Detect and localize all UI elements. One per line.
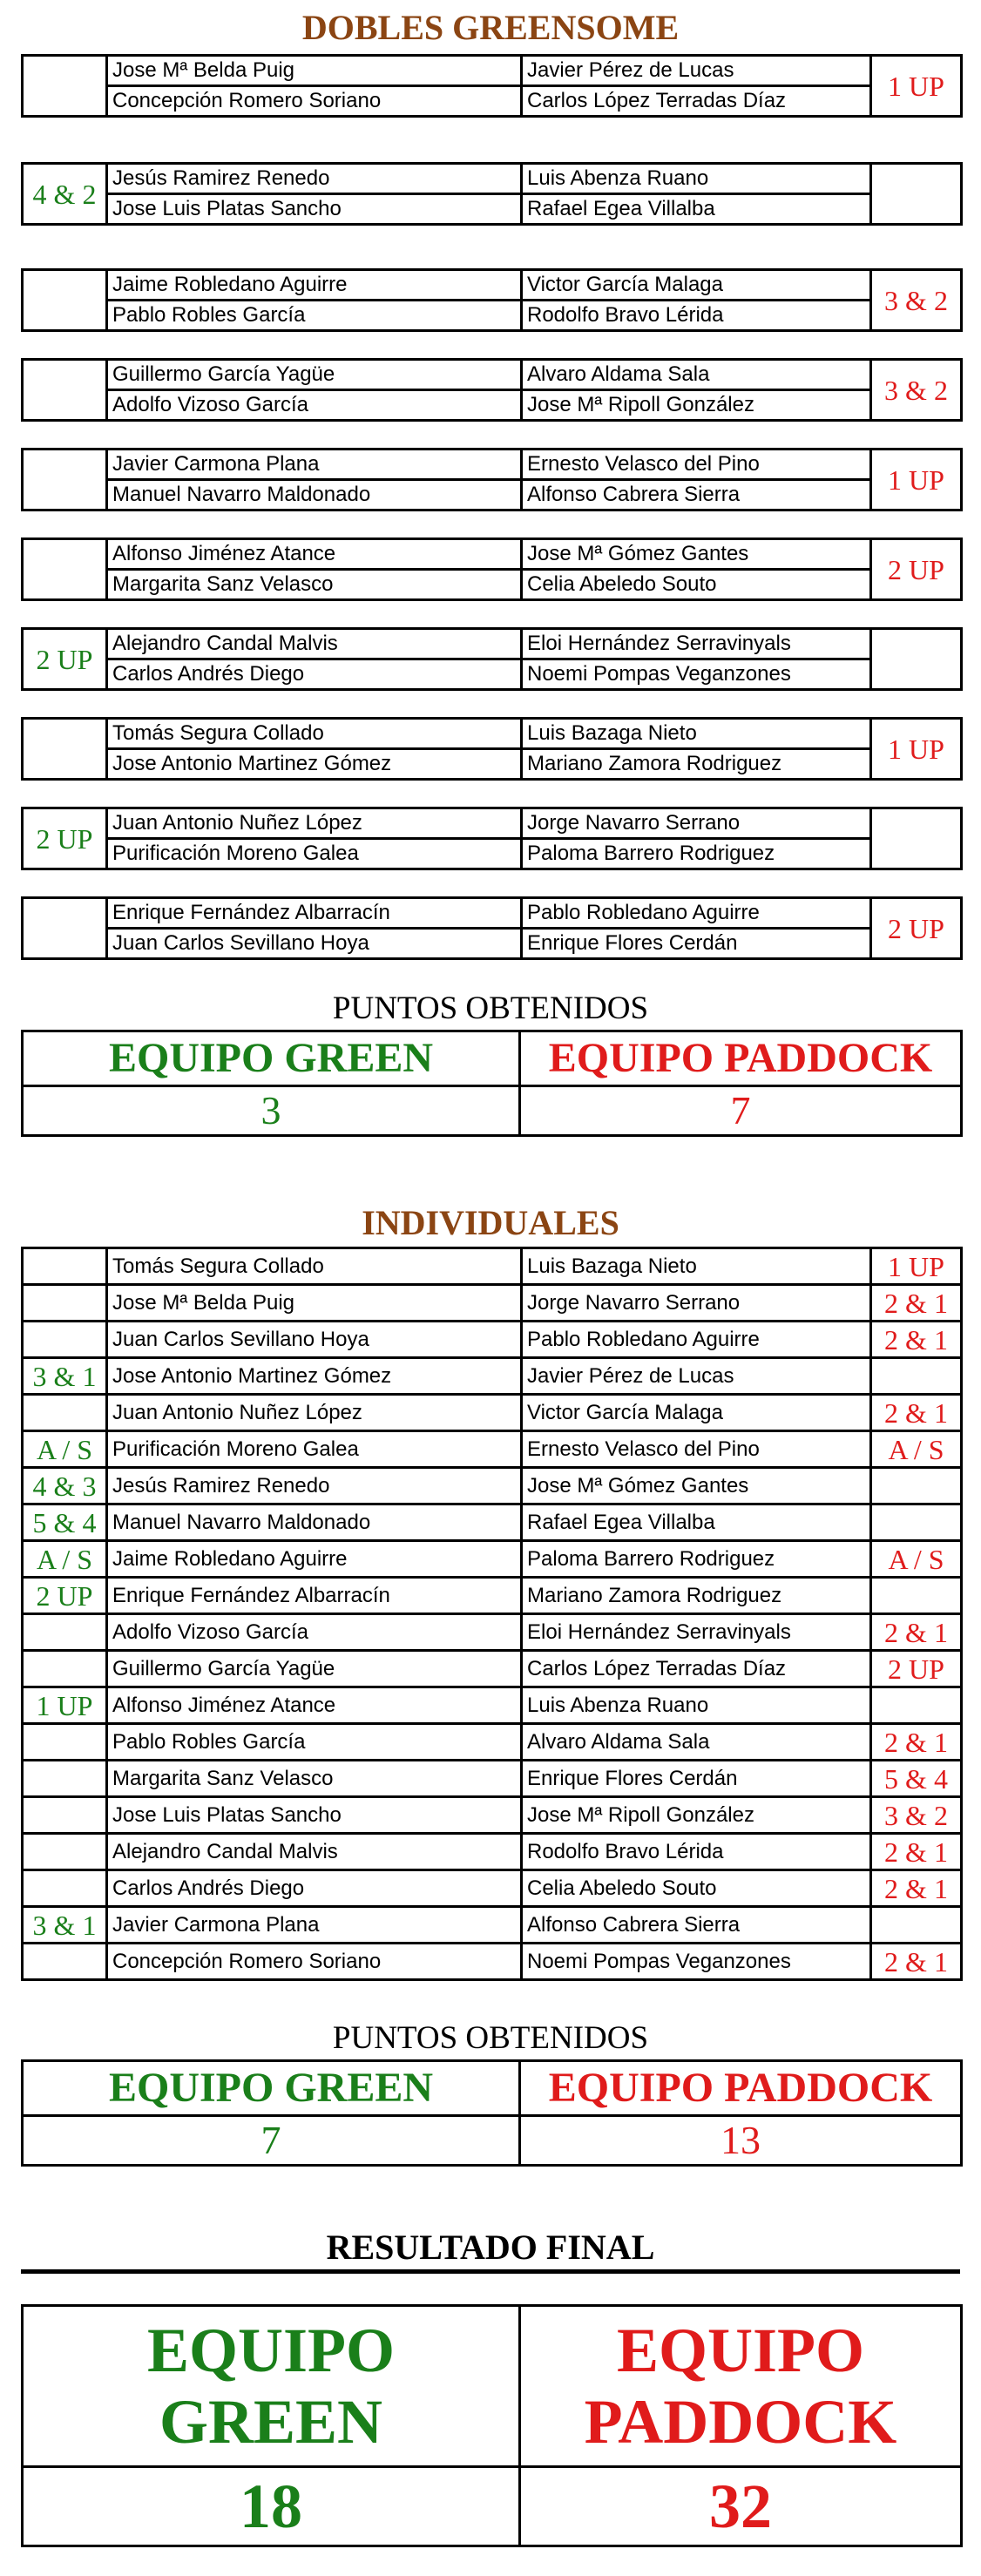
dobles-paddock-result: 1 UP xyxy=(871,56,962,117)
individual-paddock-result: 2 UP xyxy=(871,1651,962,1687)
dobles-paddock-player: Paloma Barrero Rodriguez xyxy=(522,839,871,869)
dobles-match xyxy=(21,358,963,422)
individual-paddock-player: Javier Pérez de Lucas xyxy=(522,1358,871,1395)
individual-paddock-player: Luis Bazaga Nieto xyxy=(522,1248,871,1285)
individual-match-row xyxy=(23,1651,962,1687)
dobles-paddock-player: Pablo Robledano Aguirre xyxy=(522,898,871,929)
dobles-green-player: Concepción Romero Soriano xyxy=(107,86,522,117)
individual-green-result xyxy=(23,1248,107,1285)
individual-paddock-result: 2 & 1 xyxy=(871,1834,962,1870)
dobles-green-player: Javier Carmona Plana xyxy=(107,450,522,480)
dobles-paddock-player: Alvaro Aldama Sala xyxy=(522,360,871,390)
individual-paddock-result: 2 & 1 xyxy=(871,1285,962,1322)
final-title: RESULTADO FINAL xyxy=(326,2228,655,2267)
individual-green-player: Enrique Fernández Albarracín xyxy=(107,1578,522,1614)
individual-match-row xyxy=(23,1907,962,1944)
individuales-green-points: 7 xyxy=(23,2116,520,2166)
individual-green-player: Alejandro Candal Malvis xyxy=(107,1834,522,1870)
individual-green-result: 3 & 1 xyxy=(23,1358,107,1395)
dobles-match xyxy=(21,162,963,226)
dobles-green-player: Alfonso Jiménez Atance xyxy=(107,539,522,570)
individual-paddock-player: Rodolfo Bravo Lérida xyxy=(522,1834,871,1870)
individual-paddock-player: Alvaro Aldama Sala xyxy=(522,1724,871,1761)
individual-green-player: Pablo Robles García xyxy=(107,1724,522,1761)
dobles-green-player: Juan Carlos Sevillano Hoya xyxy=(107,929,522,959)
individuales-green-label: EQUIPO GREEN xyxy=(23,2061,520,2116)
individuales-points-table xyxy=(21,2059,963,2167)
dobles-points-table xyxy=(21,1030,963,1137)
dobles-green-player: Pablo Robles García xyxy=(107,301,522,331)
individual-match-row xyxy=(23,1395,962,1431)
individual-green-result: 1 UP xyxy=(23,1687,107,1724)
individuales-title: INDIVIDUALES xyxy=(362,1203,619,1242)
individual-paddock-player: Carlos López Terradas Díaz xyxy=(522,1651,871,1687)
dobles-match xyxy=(21,268,963,332)
dobles-green-player: Jose Antonio Martinez Gómez xyxy=(107,749,522,780)
individual-green-result xyxy=(23,1651,107,1687)
individual-green-player: Purificación Moreno Galea xyxy=(107,1431,522,1468)
dobles-paddock-result xyxy=(871,629,962,690)
dobles-green-player: Margarita Sanz Velasco xyxy=(107,570,522,600)
individual-match-row xyxy=(23,1724,962,1761)
individual-green-result: A / S xyxy=(23,1431,107,1468)
dobles-paddock-player: Rafael Egea Villalba xyxy=(522,194,871,225)
individual-green-result xyxy=(23,1322,107,1358)
dobles-paddock-player: Ernesto Velasco del Pino xyxy=(522,450,871,480)
individual-match-row xyxy=(23,1761,962,1797)
dobles-match xyxy=(21,54,963,118)
individual-match-row xyxy=(23,1578,962,1614)
individual-paddock-player: Paloma Barrero Rodriguez xyxy=(522,1541,871,1578)
individual-paddock-player: Celia Abeledo Souto xyxy=(522,1870,871,1907)
dobles-paddock-player: Carlos López Terradas Díaz xyxy=(522,86,871,117)
dobles-paddock-player: Jorge Navarro Serrano xyxy=(522,808,871,839)
individual-green-result xyxy=(23,1834,107,1870)
dobles-paddock-result: 1 UP xyxy=(871,719,962,780)
dobles-match xyxy=(21,538,963,601)
dobles-paddock-result xyxy=(871,808,962,869)
individual-green-player: Jose Luis Platas Sancho xyxy=(107,1797,522,1834)
dobles-paddock-result xyxy=(871,164,962,225)
individual-green-result xyxy=(23,1614,107,1651)
dobles-green-result: 2 UP xyxy=(23,629,107,690)
dobles-paddock-player: Jose Mª Ripoll González xyxy=(522,390,871,421)
dobles-paddock-player: Noemi Pompas Veganzones xyxy=(522,659,871,690)
individual-paddock-player: Mariano Zamora Rodriguez xyxy=(522,1578,871,1614)
individual-match-row xyxy=(23,1797,962,1834)
dobles-paddock-label: EQUIPO PADDOCK xyxy=(520,1031,962,1086)
dobles-match xyxy=(21,896,963,960)
individuales-paddock-label: EQUIPO PADDOCK xyxy=(520,2061,962,2116)
dobles-green-player: Adolfo Vizoso García xyxy=(107,390,522,421)
dobles-green-player: Jesús Ramirez Renedo xyxy=(107,164,522,194)
individual-green-result xyxy=(23,1395,107,1431)
final-green-line2: GREEN xyxy=(159,2387,383,2457)
dobles-green-result xyxy=(23,450,107,510)
dobles-match xyxy=(21,448,963,511)
dobles-paddock-player: Victor García Malaga xyxy=(522,270,871,301)
final-paddock-team xyxy=(520,2306,962,2467)
individual-green-result xyxy=(23,1797,107,1834)
dobles-title: DOBLES GREENSOME xyxy=(301,8,680,47)
individual-green-result: 4 & 3 xyxy=(23,1468,107,1504)
dobles-paddock-player: Mariano Zamora Rodriguez xyxy=(522,749,871,780)
individual-green-result xyxy=(23,1870,107,1907)
individual-paddock-player: Noemi Pompas Veganzones xyxy=(522,1944,871,1980)
dobles-green-result xyxy=(23,56,107,117)
dobles-green-player: Purificación Moreno Galea xyxy=(107,839,522,869)
final-paddock-points: 32 xyxy=(520,2467,962,2546)
individuales-points-title: PUNTOS OBTENIDOS xyxy=(332,2020,649,2056)
dobles-points-title: PUNTOS OBTENIDOS xyxy=(332,991,649,1026)
dobles-green-result xyxy=(23,360,107,421)
individual-paddock-result xyxy=(871,1358,962,1395)
individual-green-player: Margarita Sanz Velasco xyxy=(107,1761,522,1797)
dobles-green-result xyxy=(23,270,107,331)
individual-green-player: Guillermo García Yagüe xyxy=(107,1651,522,1687)
individual-green-player: Alfonso Jiménez Atance xyxy=(107,1687,522,1724)
dobles-paddock-player: Jose Mª Gómez Gantes xyxy=(522,539,871,570)
dobles-paddock-result: 3 & 2 xyxy=(871,270,962,331)
dobles-green-result: 2 UP xyxy=(23,808,107,869)
individual-match-row xyxy=(23,1431,962,1468)
dobles-paddock-player: Rodolfo Bravo Lérida xyxy=(522,301,871,331)
individual-paddock-result xyxy=(871,1578,962,1614)
dobles-paddock-player: Luis Abenza Ruano xyxy=(522,164,871,194)
individual-green-player: Adolfo Vizoso García xyxy=(107,1614,522,1651)
individual-paddock-result: 2 & 1 xyxy=(871,1944,962,1980)
dobles-paddock-result: 2 UP xyxy=(871,898,962,959)
dobles-green-player: Enrique Fernández Albarracín xyxy=(107,898,522,929)
final-green-points: 18 xyxy=(23,2467,520,2546)
dobles-green-player: Manuel Navarro Maldonado xyxy=(107,480,522,510)
individual-paddock-player: Victor García Malaga xyxy=(522,1395,871,1431)
dobles-paddock-player: Luis Bazaga Nieto xyxy=(522,719,871,749)
individual-paddock-result xyxy=(871,1504,962,1541)
individual-paddock-result xyxy=(871,1907,962,1944)
dobles-green-player: Juan Antonio Nuñez López xyxy=(107,808,522,839)
individuales-table xyxy=(21,1247,963,1981)
individual-paddock-result: 3 & 2 xyxy=(871,1797,962,1834)
individual-green-player: Tomás Segura Collado xyxy=(107,1248,522,1285)
individual-green-result: 3 & 1 xyxy=(23,1907,107,1944)
individual-paddock-result: 2 & 1 xyxy=(871,1395,962,1431)
dobles-paddock-result: 2 UP xyxy=(871,539,962,600)
individual-paddock-result: 2 & 1 xyxy=(871,1322,962,1358)
dobles-match xyxy=(21,807,963,870)
dobles-green-player: Tomás Segura Collado xyxy=(107,719,522,749)
dobles-green-player: Jose Mª Belda Puig xyxy=(107,56,522,86)
dobles-green-result xyxy=(23,898,107,959)
individual-match-row xyxy=(23,1504,962,1541)
individual-paddock-player: Jose Mª Ripoll González xyxy=(522,1797,871,1834)
dobles-match xyxy=(21,627,963,691)
individual-green-player: Carlos Andrés Diego xyxy=(107,1870,522,1907)
individual-green-player: Manuel Navarro Maldonado xyxy=(107,1504,522,1541)
dobles-paddock-result: 1 UP xyxy=(871,450,962,510)
dobles-paddock-points: 7 xyxy=(520,1086,962,1136)
final-green-team xyxy=(23,2306,520,2467)
individual-match-row xyxy=(23,1944,962,1980)
dobles-paddock-player: Alfonso Cabrera Sierra xyxy=(522,480,871,510)
dobles-green-player: Jaime Robledano Aguirre xyxy=(107,270,522,301)
final-paddock-line2: PADDOCK xyxy=(584,2387,897,2457)
individual-paddock-result: 2 & 1 xyxy=(871,1614,962,1651)
final-paddock-line1: EQUIPO xyxy=(616,2316,865,2385)
individual-paddock-result: A / S xyxy=(871,1541,962,1578)
final-table xyxy=(21,2304,963,2547)
dobles-green-player: Alejandro Candal Malvis xyxy=(107,629,522,659)
individual-paddock-result xyxy=(871,1468,962,1504)
dobles-green-result: 4 & 2 xyxy=(23,164,107,225)
individual-paddock-player: Alfonso Cabrera Sierra xyxy=(522,1907,871,1944)
individual-match-row xyxy=(23,1285,962,1322)
individual-paddock-player: Ernesto Velasco del Pino xyxy=(522,1431,871,1468)
individual-green-result: 5 & 4 xyxy=(23,1504,107,1541)
individual-match-row xyxy=(23,1614,962,1651)
dobles-green-player: Carlos Andrés Diego xyxy=(107,659,522,690)
individual-paddock-player: Jose Mª Gómez Gantes xyxy=(522,1468,871,1504)
individual-paddock-result: A / S xyxy=(871,1431,962,1468)
dobles-green-result xyxy=(23,539,107,600)
dobles-green-player: Guillermo García Yagüe xyxy=(107,360,522,390)
individual-paddock-result: 5 & 4 xyxy=(871,1761,962,1797)
dobles-paddock-player: Eloi Hernández Serravinyals xyxy=(522,629,871,659)
individual-match-row xyxy=(23,1870,962,1907)
individual-match-row xyxy=(23,1541,962,1578)
individual-match-row xyxy=(23,1358,962,1395)
dobles-match xyxy=(21,717,963,781)
individual-paddock-player: Pablo Robledano Aguirre xyxy=(522,1322,871,1358)
individual-green-player: Jesús Ramirez Renedo xyxy=(107,1468,522,1504)
individual-paddock-player: Rafael Egea Villalba xyxy=(522,1504,871,1541)
individual-green-result xyxy=(23,1285,107,1322)
individual-green-player: Jaime Robledano Aguirre xyxy=(107,1541,522,1578)
individual-paddock-result: 2 & 1 xyxy=(871,1724,962,1761)
individuales-paddock-points: 13 xyxy=(520,2116,962,2166)
dobles-paddock-player: Enrique Flores Cerdán xyxy=(522,929,871,959)
individual-green-player: Jose Antonio Martinez Gómez xyxy=(107,1358,522,1395)
dobles-green-points: 3 xyxy=(23,1086,520,1136)
individual-green-player: Jose Mª Belda Puig xyxy=(107,1285,522,1322)
individual-paddock-player: Enrique Flores Cerdán xyxy=(522,1761,871,1797)
individual-match-row xyxy=(23,1687,962,1724)
individual-green-player: Juan Antonio Nuñez López xyxy=(107,1395,522,1431)
dobles-green-player: Jose Luis Platas Sancho xyxy=(107,194,522,225)
individual-paddock-player: Eloi Hernández Serravinyals xyxy=(522,1614,871,1651)
individual-match-row xyxy=(23,1834,962,1870)
individual-match-row xyxy=(23,1468,962,1504)
dobles-green-label: EQUIPO GREEN xyxy=(23,1031,520,1086)
individual-green-result: A / S xyxy=(23,1541,107,1578)
final-green-line1: EQUIPO xyxy=(146,2316,396,2385)
individual-match-row xyxy=(23,1248,962,1285)
individual-paddock-result xyxy=(871,1687,962,1724)
individual-paddock-player: Jorge Navarro Serrano xyxy=(522,1285,871,1322)
individual-paddock-result: 2 & 1 xyxy=(871,1870,962,1907)
dobles-paddock-player: Javier Pérez de Lucas xyxy=(522,56,871,86)
individual-paddock-player: Luis Abenza Ruano xyxy=(522,1687,871,1724)
individual-green-result xyxy=(23,1724,107,1761)
individual-green-player: Juan Carlos Sevillano Hoya xyxy=(107,1322,522,1358)
individual-match-row xyxy=(23,1322,962,1358)
individual-green-player: Javier Carmona Plana xyxy=(107,1907,522,1944)
individual-paddock-result: 1 UP xyxy=(871,1248,962,1285)
final-divider xyxy=(21,2269,960,2274)
dobles-green-result xyxy=(23,719,107,780)
dobles-paddock-player: Celia Abeledo Souto xyxy=(522,570,871,600)
individual-green-result xyxy=(23,1761,107,1797)
dobles-paddock-result: 3 & 2 xyxy=(871,360,962,421)
individual-green-result: 2 UP xyxy=(23,1578,107,1614)
individual-green-player: Concepción Romero Soriano xyxy=(107,1944,522,1980)
individual-green-result xyxy=(23,1944,107,1980)
